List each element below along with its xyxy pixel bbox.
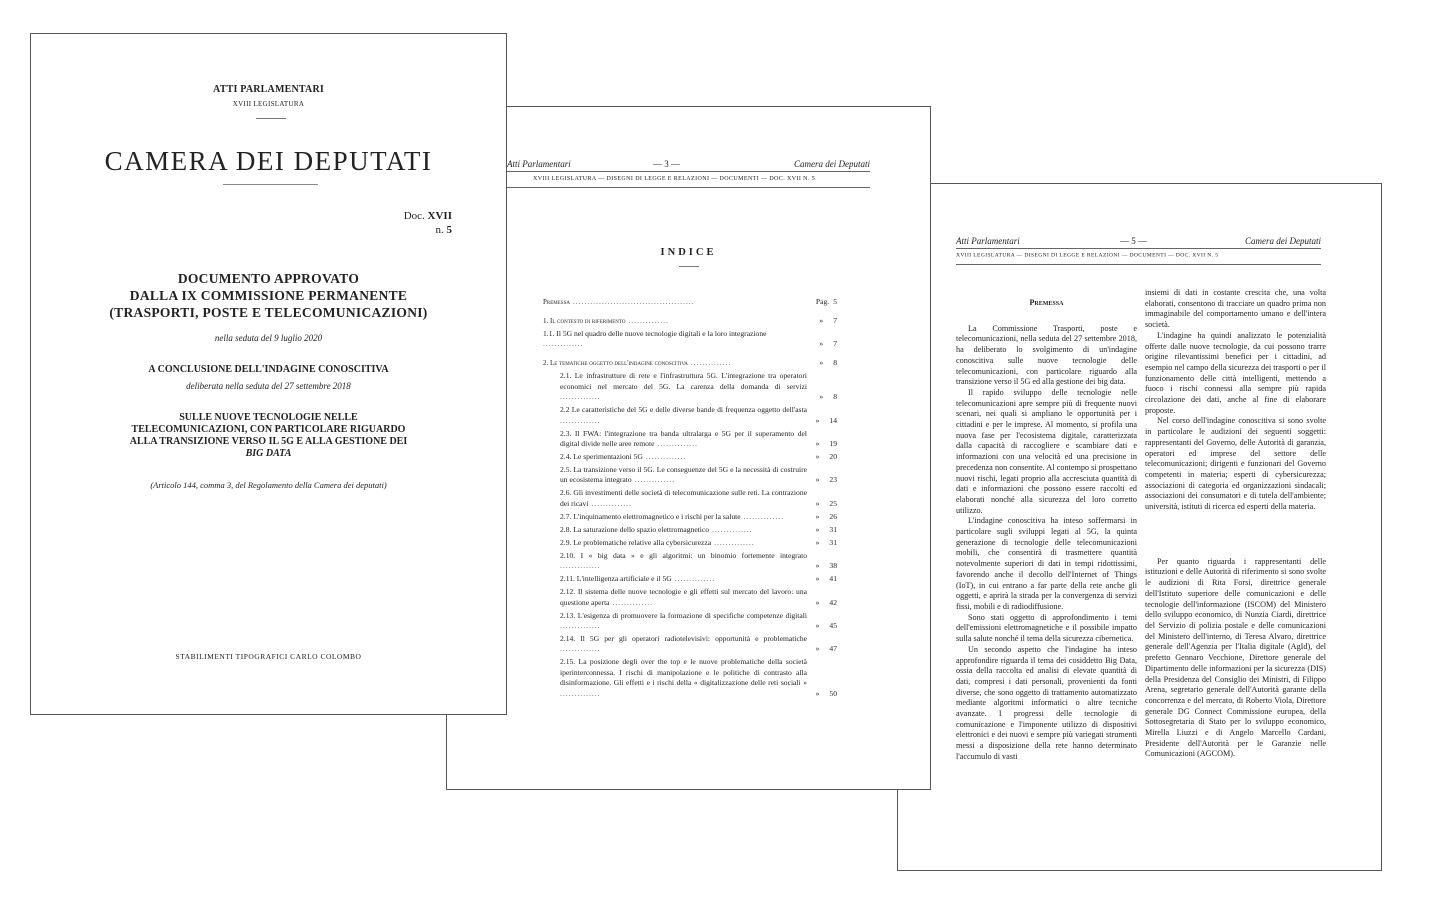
toc-entry-title: 1. Il contesto di riferimento <box>543 317 626 325</box>
page-marker: » <box>815 621 820 631</box>
header-rule <box>956 248 1321 249</box>
dot-leader: .......................................... <box>569 297 695 306</box>
toc-entry <box>543 611 837 632</box>
page-marker: » <box>819 339 824 349</box>
page-number: 5 <box>833 297 837 306</box>
toc-entry <box>543 587 837 608</box>
page-number: 7 <box>833 339 837 349</box>
doc-n: 5 <box>446 224 452 236</box>
page-number: 41 <box>829 574 837 584</box>
page-number: 14 <box>829 415 837 425</box>
running-header-right: Camera dei Deputati <box>794 159 870 169</box>
dot-leader: .............. <box>709 524 753 534</box>
dot-leader: .............. <box>671 574 716 584</box>
page-number: 26 <box>829 511 837 521</box>
dot-leader: .............. <box>588 498 632 508</box>
toc-entry-title: 2.11. L'intelligenza artificiale e il 5G <box>560 574 672 584</box>
article-reference: (Articolo 144, comma 3, del Regolamento della Camera dei deputati) <box>150 480 387 490</box>
toc-entry <box>543 574 837 584</box>
page-marker: » <box>815 597 820 607</box>
paragraph-spacer <box>1145 513 1326 557</box>
text-column-left <box>956 298 1137 763</box>
toc-entry <box>543 657 837 699</box>
subject-line: SULLE NUOVE TECNOLOGIE NELLE <box>179 412 358 423</box>
conclusion-heading: A CONCLUSIONE DELL'INDAGINE CONOSCITIVA <box>148 364 389 375</box>
toc-entry-title: 2.7. L'inquinamento elettromagnetico e i rischi per la salute <box>560 511 741 521</box>
dot-leader: .............. <box>687 358 732 368</box>
toc-entry <box>543 634 837 655</box>
toc-page-number <box>807 561 837 571</box>
document-number <box>404 209 452 237</box>
toc-page-number <box>807 621 837 631</box>
toc-page-number <box>807 297 837 307</box>
page-marker: » <box>815 511 820 521</box>
toc-page-number <box>807 512 837 522</box>
toc-entry-title: 2. Le tematiche oggetto dell'indagine conoscitiva <box>543 359 688 368</box>
running-subheader: XVIII LEGISLATURA — DISEGNI DI LEGGE E RELAZIONI — DOCUMENTI — DOC. XVII N. 5 <box>956 253 1219 259</box>
toc-entry <box>543 488 837 509</box>
toc-entry-title: 2.3. Il FWA: l'integrazione tra banda ultralarga e 5G per il superamento del digital divide nelle aree remote <box>560 428 807 449</box>
page-marker: » <box>815 498 820 508</box>
running-header-page-number: — 3 — <box>653 159 680 169</box>
toc-entry-title: Premessa <box>543 298 570 306</box>
toc-entry-title: 2.10. I « big data » e gli algoritmi: un binomio fortemente integrato <box>560 550 807 560</box>
text-column-right <box>1145 288 1326 760</box>
document-cover-page <box>30 33 507 715</box>
page-marker: » <box>819 358 824 368</box>
title-line: DOCUMENTO APPROVATO <box>177 271 360 286</box>
toc-entry-title: 2.14. Il 5G per gli operatori radiotelevisivi: opportunità e problematiche <box>560 634 807 644</box>
page-marker: » <box>815 524 820 534</box>
page-number: 42 <box>829 597 837 607</box>
body-paragraph: Nel corso dell'indagine conoscitiva si sono svolte in particolare le audizioni dei seguenti soggetti: rappresentanti del Governo, delle Autorità di garanzia, operatori ed imprese del settore delle telecomunicazioni; dirigenti e funzionari del Governo competenti in materia; esperti di cybersicurezza; associazioni di categoria ed organizzazioni sindacali; associazioni dei consumatori e di tutela dell'ambiente; università, istituti di ricerca ed esperti della materia. <box>1145 416 1326 512</box>
document-title <box>31 270 506 321</box>
body-paragraph: Sono stati oggetto di approfondimento i temi dell'emissioni elettromagnetiche e il possibile impatto sulla salute nonché il tema della sicurezza cibernetica. <box>956 612 1137 644</box>
page-marker: » <box>819 392 824 402</box>
page-marker: » <box>815 537 820 547</box>
subject-line: TELECOMUNICAZIONI, CON PARTICOLARE RIGUARDO <box>131 424 406 435</box>
session-date: nella seduta del 9 luglio 2020 <box>214 333 323 343</box>
toc-entry <box>543 465 837 486</box>
toc-page-number <box>807 452 837 462</box>
doc-prefix: Doc. <box>403 210 425 222</box>
body-paragraph: insiemi di dati in costante crescita che, una volta elaborati, consentono di tracciare un quadro prima non immaginabile del comportamento umano e dell'intera società. <box>1145 288 1326 330</box>
running-subheader: XVIII LEGISLATURA — DISEGNI DI LEGGE E RELAZIONI — DOCUMENTI — DOC. XVII N. 5 <box>533 176 816 182</box>
toc-entry <box>543 297 837 307</box>
dot-leader: .............. <box>654 439 698 449</box>
page-number: 7 <box>833 316 837 325</box>
toc-entry-title: 2.1. Le infrastrutture di rete e l'infrastruttura 5G. L'integrazione tra operatori economici nel mercato del 5G. La carenza della domanda di servizi <box>560 371 807 391</box>
toc-entry-title: 2.13. L'esigenza di promuovere la formazione di specifiche competenze digitali <box>560 610 807 620</box>
dot-leader: .............. <box>631 475 676 485</box>
toc-entry <box>543 512 837 522</box>
section-title: Premessa <box>1029 298 1064 307</box>
page-marker: » <box>815 452 820 462</box>
body-paragraph: Il rapido sviluppo delle tecnologie nelle telecomunicazioni apre sempre più di frequente nuovi scenari, nei quali si ampliano le opportunità per i cittadini e per le imprese. Al momento, si profila una nuova fase per l'ecosistema digitale, caratterizzata dalla capacità di raccogliere e scambiare dati e informazioni con una velocità ed una precisione in precedenza non consentite. Al contempo si prospettano nuovi rischi, legati proprio alla accresciuta quantità di dati e informazioni che possono essere raccolti ed elaborati nonché alla sicurezza del loro corretto utilizzo. <box>956 387 1137 515</box>
page-marker: » <box>815 574 820 584</box>
toc-page-number <box>807 499 837 509</box>
page-marker: » <box>815 644 820 654</box>
dot-leader: .............. <box>560 621 601 631</box>
page-number: 8 <box>833 392 837 402</box>
dot-leader: .............. <box>642 452 687 462</box>
legislature-label: XVIII LEGISLATURA <box>232 100 305 108</box>
subject-heading <box>31 412 506 460</box>
toc-entry-title: 2.5. La transizione verso il 5G. Le conseguenze del 5G e la necessità di costruire un ecosistema integrato <box>560 465 807 485</box>
toc-page-number <box>807 574 837 584</box>
body-paragraph: L'indagine ha quindi analizzato le potenzialità offerte dalle nuove tecnologie, da cui possono trarre origine rilevantissimi benefici per i cittadini, ad esempio nel campo della sicurezza dei trasporti o per il funzionamento delle città intelligenti, mettendo a fuoco i rischi connessi alla sempre più rapida circolazione dei dati, anche al fine di elaborare proposte. <box>1145 330 1326 415</box>
toc-entry <box>543 538 837 548</box>
dot-leader: .............. <box>740 511 785 521</box>
toc-entry <box>543 405 837 426</box>
toc-page-number <box>807 392 837 402</box>
body-paragraph: Per quanto riguarda i rappresentanti delle istituzioni e delle Autorità di riferimento si sono svolte le audizioni di Rita Forsi, direttrice generale dell'Istituto superiore delle comunicazioni e delle tecnologie dell'informazione (ISCOM) del Ministero dello sviluppo economico, di Nunzia Ciardi, direttrice del Servizio di polizia postale e delle comunicazioni del Ministero dell'interno, di Teresa Alvaro, direttrice generale dell'Agenzia per l'Italia digitale (AgId), del prefetto Gennaro Vecchione, Direttore generale del Dipartimento delle informazioni per la sicurezza (DIS) della Presidenza del Consiglio dei Ministri, di Filippo Arena, segretario generale dell'Autorità garante della concorrenza e del mercato, di Roberto Viola, Direttore generale DG Connect Commissione europea, della Sottosegretaria di Stato per lo sviluppo economico, Mirella Liuzzi e di Angelo Marcello Cardani, Presidente dell'Autorità per le Garanzie nelle Comunicazioni (AGCOM). <box>1145 556 1326 759</box>
header-rule <box>507 171 870 172</box>
document-page-3-index <box>446 106 931 790</box>
page-number: 20 <box>829 452 837 462</box>
title-rule <box>679 266 699 267</box>
page-marker: » <box>815 561 820 571</box>
toc-page-number <box>807 525 837 535</box>
dot-leader: .............. <box>711 537 755 547</box>
toc-entry-title: 2.6. Gli investimenti delle società di telecomunicazione sulle reti. La contrazione dei ricavi <box>560 488 807 508</box>
dot-leader: .............. <box>560 688 601 698</box>
toc-entry-title: 1.1. Il 5G nel quadro delle nuove tecnologie digitali e la loro integrazione <box>543 329 767 338</box>
long-rule <box>223 184 318 185</box>
title-line: (TRASPORTI, POSTE E TELECOMUNICAZIONI) <box>109 305 428 320</box>
toc-page-number <box>807 538 837 548</box>
dot-leader: .............. <box>625 316 669 325</box>
subject-line-italic: BIG DATA <box>245 448 292 459</box>
doc-n-prefix: n. <box>435 224 444 236</box>
toc-page-number <box>807 316 837 326</box>
page-marker: » <box>815 475 820 485</box>
short-rule <box>256 118 286 119</box>
printer-imprint: STABILIMENTI TIPOGRAFICI CARLO COLOMBO <box>175 652 362 661</box>
toc-entry-title: 2.8. La saturazione dello spazio elettromagnetico <box>560 524 710 534</box>
dot-leader: .............. <box>560 561 601 571</box>
toc-page-number <box>807 439 837 449</box>
toc-entry <box>543 452 837 462</box>
running-header-page-number: — 5 — <box>1120 236 1147 246</box>
dot-leader: .............. <box>609 597 654 607</box>
toc-page-number <box>807 358 837 368</box>
toc-entry <box>543 329 837 350</box>
toc-entry-title: 2.15. La posizione degli over the top e le nuove problematiche della società iperinterconnessa. I rischi di manipolazione e le politiche di contrasto alla disinformazione. Gli effetti e i rischi della « digitalizzazione delle reti sociali » <box>560 657 807 688</box>
toc-page-number <box>807 475 837 485</box>
page-number: 45 <box>829 621 837 631</box>
document-page-5 <box>897 183 1382 871</box>
page-marker: » <box>815 439 820 449</box>
subheader-rule <box>507 187 870 188</box>
toc-entry <box>543 551 837 572</box>
title-line: DALLA IX COMMISSIONE PERMANENTE <box>129 288 408 303</box>
toc-entry-title: 2.2 Le caratteristiche del 5G e delle diverse bande di frequenza oggetto dell'asta <box>560 405 807 415</box>
toc-entry-title: 2.9. Le problematiche relative alla cybersicurezza <box>560 537 712 547</box>
page-marker: » <box>819 316 824 325</box>
body-paragraph: Un secondo aspetto che l'indagine ha inteso approfondire riguarda il tema dei cosiddetto Big Data, ossia della raccolta ed analisi di elevate quantità di dati, compresi i dati personali, provenienti da fonti diverse, che sono oggetto di trattamento automatizzato mediante algoritmi informatici o altre tecniche avanzate. I progressi delle tecnologie di comunicazione e l'imponente utilizzo di dispositivi elettronici e dei nuovi e sempre più variegati strumenti messi a disposizione della rete hanno determinato l'accumulo di vasti <box>956 644 1137 761</box>
body-paragraph: L'indagine conoscitiva ha inteso soffermarsi in particolare sugli sviluppi legati al 5G, la quinta generazione di tecnologie delle telecomunicazioni mobili, che consentirà di trasmettere quantità notevolmente superiori di dati in tempi ridottissimi, favorendo anche il decollo dell'Internet of Things (IoT), in cui entrano a far parte della rete anche gli oggetti, e aprirà la strada per la convergenza di servizi fissi, mobili e di radiodiffusione. <box>956 516 1137 611</box>
dot-leader: .............. <box>543 339 584 349</box>
atti-parlamentari-heading: ATTI PARLAMENTARI <box>213 84 324 95</box>
page-number: 31 <box>829 524 837 534</box>
toc-entry-title: 2.4. Le sperimentazioni 5G <box>560 452 643 462</box>
toc-page-number <box>807 644 837 654</box>
running-header-left: Atti Parlamentari <box>507 159 571 169</box>
page-marker: » <box>815 688 820 698</box>
page-number: 38 <box>829 561 837 571</box>
page-number: 23 <box>829 475 837 485</box>
page-marker: » <box>815 415 820 425</box>
page-number: 8 <box>833 358 837 368</box>
toc-entry <box>543 525 837 535</box>
page-number: 47 <box>829 644 837 654</box>
subheader-rule <box>956 264 1321 265</box>
toc-page-number <box>807 416 837 426</box>
toc-entry <box>543 358 837 368</box>
toc-page-number <box>807 339 837 349</box>
doc-roman: XVII <box>427 210 452 222</box>
toc-page-number <box>807 598 837 608</box>
chamber-title: CAMERA DEI DEPUTATI <box>104 146 433 176</box>
toc-page-number <box>807 689 837 699</box>
index-title: INDICE <box>660 247 717 258</box>
toc-entry <box>543 371 837 402</box>
subject-line: ALLA TRANSIZIONE VERSO IL 5G E ALLA GESTIONE DEI <box>129 436 408 447</box>
toc-entry-title: 2.12. Il sistema delle nuove tecnologie e gli effetti sul mercato del lavoro: una questione aperta <box>560 587 807 607</box>
toc-entry <box>543 429 837 450</box>
page-number: 19 <box>829 439 837 449</box>
deliberation-date: deliberata nella seduta del 27 settembre 2018 <box>186 381 351 391</box>
dot-leader: .............. <box>560 392 601 402</box>
page-marker: Pag. <box>815 297 830 306</box>
running-header-left: Atti Parlamentari <box>956 236 1020 246</box>
toc-entry <box>543 316 837 326</box>
dot-leader: .............. <box>560 644 601 654</box>
dot-leader: .............. <box>560 415 601 425</box>
body-paragraph: La Commissione Trasporti, poste e telecomunicazioni, nella seduta del 27 settembre 2018, ha deliberato lo svolgimento di un'indagine conoscitiva sulle nuove tecnologie delle telecomunicazioni, con particolare riguardo alla transizione verso il 5G ed alla gestione dei big data. <box>956 323 1137 387</box>
table-of-contents <box>543 297 837 702</box>
running-header-right: Camera dei Deputati <box>1245 236 1321 246</box>
page-number: 50 <box>829 688 837 698</box>
page-number: 25 <box>829 498 837 508</box>
page-number: 31 <box>829 537 837 547</box>
